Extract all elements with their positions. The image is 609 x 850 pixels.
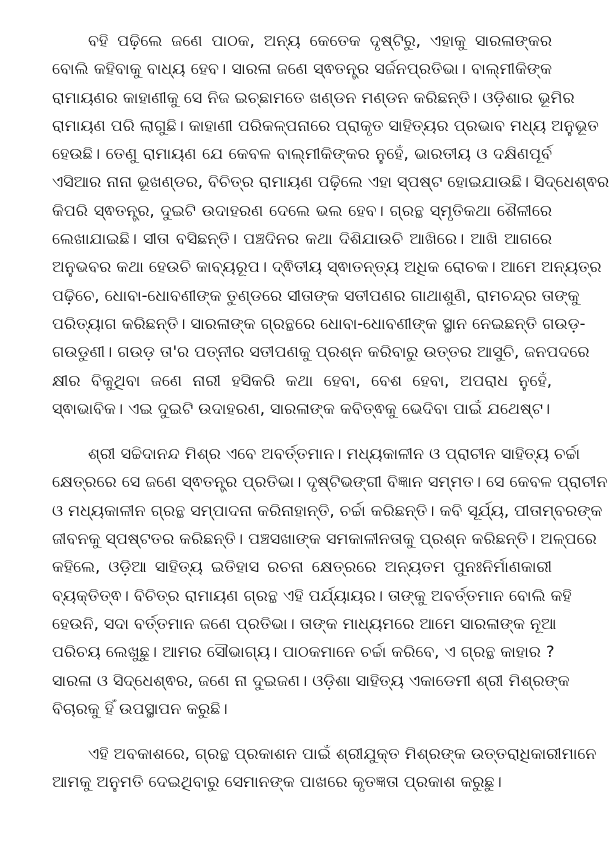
text-line: ଅନୁଭବର କଥା ହେଉଚି କାବ୍ୟରୂପ। ଦ୍ଵିତୀୟ ସ୍ଵାତନ୍ତ୍ୟ ଅଧିକ ରୋଚକ। ଆମେ ଅନ୍ୟତ୍ର xyxy=(52,257,602,277)
text-line: ହେଉନି, ସଦା ବର୍ତ୍ତମାନ ଜଣେ ପ୍ରତିଭା। ତାଙ୍କ ମାଧ୍ୟମରେ ଆମେ ସାରଳାଙ୍କ ନୂଆ xyxy=(52,613,557,633)
paragraph-2 xyxy=(52,440,608,723)
text-line: ଓ ମଧ୍ୟକାଳୀନ ଗ୍ରନ୍ଥ ସମ୍ପାଦନା କରିନାହାନ୍ତି, ଚର୍ଚ୍ଚା କରିଛନ୍ତି। କବି ସୂର୍ଯ୍ୟ, ପୀତାମ୍ବରଙ୍କ xyxy=(52,500,603,520)
text-line: ସାରଳା ଓ ସିଦ୍ଧେଶ୍ଵର, ଜଣେ ନା ଦୁଇଜଣ। ଓଡ଼ିଶା ସାହିତ୍ୟ ଏକାଡେମୀ ଶ୍ରୀ ମିଶ୍ରଙ୍କ xyxy=(52,670,570,690)
text-line: ହେଉଛି। ତେଣୁ ରାମାୟଣ ଯେ କେବଳ ବାଲ୍ମୀକିଙ୍କର ନୁହେଁ, ଭାରତୀୟ ଓ ଦକ୍ଷିଣପୂର୍ବ xyxy=(52,144,552,164)
text-line: କ୍ଷେତ୍ରରେ ସେ ଜଣେ ସ୍ଵତନ୍ତ୍ର ପ୍ରତିଭା। ଦୃଷ୍ଟିଭଙ୍ଗୀ ବିଜ୍ଞାନ ସମ୍ମତ। ସେ କେବଳ ପ୍ରାଚୀନ xyxy=(52,472,608,492)
text-line: ଆମକୁ ଅନୁମତି ଦେଇଥିବାରୁ ସେମାନଙ୍କ ପାଖରେ କୃତଜ୍ଞତା ପ୍ରକାଶ କରୁଛୁ। xyxy=(52,772,502,792)
text-line: ଶ୍ରୀ ସଚ୍ଚିଦାନନ୍ଦ ମିଶ୍ର ଏବେ ଅବର୍ତ୍ତମାନ। ମଧ୍ୟକାଳୀନ ଓ ପ୍ରାଚୀନ ସାହିତ୍ୟ ଚର୍ଚ୍ଚା xyxy=(88,444,581,464)
paragraph-3 xyxy=(52,740,597,797)
text-line: ରାମାୟଣର କାହାଣୀକୁ ସେ ନିଜ ଇଚ୍ଛାମତେ ଖଣ୍ଡନ ମଣ୍ଡନ କରିଛନ୍ତି। ଓଡ଼ିଶାର ଭୂମିର xyxy=(52,87,575,107)
text-line: ବ୍ୟକ୍ତିତ୍ଵ। ବିଚିତ୍ର ରାମାୟଣ ଗ୍ରନ୍ଥ ଏହି ପର୍ଯ୍ୟାୟର। ତାଙ୍କୁ ଅବର୍ତ୍ତମାନ ବୋଲି କହି xyxy=(52,585,572,605)
text-line: ଜୀବନକୁ ସ୍ପଷ୍ଟତର କରିଛନ୍ତି। ପଞ୍ଚସଖାଙ୍କ ସମକାଳୀନତାକୁ ପ୍ରଶ୍ନ କରିଛନ୍ତି। ଅଳ୍ପରେ xyxy=(52,529,597,549)
text-line: ଲେଖାଯାଇଛି। ସୀତା ବସିଛନ୍ତି। ପଞ୍ଚଦିନର କଥା ଦିଶିଯାଉଚି ଆଖିରେ। ଆଖି ଆଗରେ xyxy=(52,229,552,249)
paragraph-gap xyxy=(52,423,552,440)
text-line: ଗଉଡୁଣୀ। ଗଉଡ଼ ତା'ର ପତ୍ନୀର ସତୀପଣକୁ ପ୍ରଶ୍ନ କରିବାରୁ ଉତ୍ତର ଆସୁଚି, ଜନପଦରେ xyxy=(52,342,590,362)
paragraph-gap xyxy=(52,723,552,740)
text-line: ବୋଲି କହିବାକୁ ବାଧ୍ୟ ହେବ। ସାରଳା ଜଣେ ସ୍ଵତନ୍ତ୍ର ସର୍ଜନପ୍ରତିଭା। ବାଲ୍ମୀକିଙ୍କ xyxy=(52,59,552,79)
text-line: କ୍ଷୀର ବିକୁଥିବା ଜଣେ ନାରୀ ହସିକରି କଥା ହେବା, ବେଶ ହେବା, ଅପରାଧ ନୁହେଁ, xyxy=(52,370,552,390)
text-line: ଏହି ଅବକାଶରେ, ଗ୍ରନ୍ଥ ପ୍ରକାଶନ ପାଇଁ ଶ୍ରୀଯୁକ୍ତ ମିଶ୍ରଙ୍କ ଉତ୍ତରାଧିକାରୀମାନେ xyxy=(88,744,597,764)
text-line: ପଢ଼ିଚେ, ଧୋବା-ଧୋବଣୀଙ୍କ ତୁଣ୍ଡରେ ସୀତାଙ୍କ ସତୀପଣର ଗାଥାଶୁଣି, ରାମଚନ୍ଦ୍ର ତାଙ୍କୁ xyxy=(52,285,580,305)
text-line: ସ୍ଵାଭାବିକ। ଏଇ ଦୁଇଟି ଉଦାହରଣ, ସାରଳାଙ୍କ କବିତ୍ଵକୁ ଭେଦିବା ପାଇଁ ଯଥେଷ୍ଟ। xyxy=(52,398,551,418)
text-line: କିପରି ସ୍ଵତନ୍ତ୍ର, ଦୁଇଟି ଉଦାହରଣ ଦେଲେ ଭଲ ହେବ। ଗ୍ରନ୍ଥ ସ୍ମୃତିକଥା ଶୈଳୀରେ xyxy=(52,200,552,220)
text-line: ଏସିଆର ନାନା ଭୂଖଣ୍ଡର, ବିଚିତ୍ର ରାମାୟଣ ପଢ଼ିଲେ ଏହା ସ୍ପଷ୍ଟ ହୋଇଯାଉଛି। ସିଦ୍ଧେଶ୍ଵର xyxy=(52,172,609,192)
text-line: ରାମାୟଣ ପରି ଲାଗୁଛି। କାହାଣୀ ପରିକଳ୍ପନାରେ ପ୍ରାକୃତ ସାହିତ୍ୟର ପ୍ରଭାବ ମଧ୍ୟ ଅନୁଭୂତ xyxy=(52,115,599,135)
text-line: ପରିତ୍ୟାଗ କରିଛନ୍ତି। ସାରଳାଙ୍କ ଗ୍ରନ୍ଥରେ ଧୋବା-ଧୋବଣୀଙ୍କ ସ୍ଥାନ ନେଇଛନ୍ତି ଗଉଡ଼- xyxy=(52,313,586,333)
paragraph-1 xyxy=(52,27,609,423)
text-line: ବହି ପଢ଼ିଲେ ଜଣେ ପାଠକ, ଅନ୍ୟ କେତେକ ଦୃଷ୍ଟିରୁ, ଏହାକୁ ସାରଳାଙ୍କର xyxy=(88,31,552,50)
text-line: ପରିଚୟ ଲେଖୁଛୁ। ଆମର ସୌଭାଗ୍ୟ। ପାଠକମାନେ ଚର୍ଚ୍ଚା କରିବେ, ଏ ଗ୍ରନ୍ଥ କାହାର ? xyxy=(52,642,555,662)
text-line: ବିଚାରକୁ ହିଁ ଉପସ୍ଥାପନ କରୁଛି। xyxy=(52,698,228,718)
text-line: କହିଲେ, ଓଡ଼ିଆ ସାହିତ୍ୟ ଇତିହାସ ରଚନା କ୍ଷେତ୍ରରେ ଅନ୍ୟତମ ପୁନଃନିର୍ମାଣକାରୀ xyxy=(52,557,552,577)
